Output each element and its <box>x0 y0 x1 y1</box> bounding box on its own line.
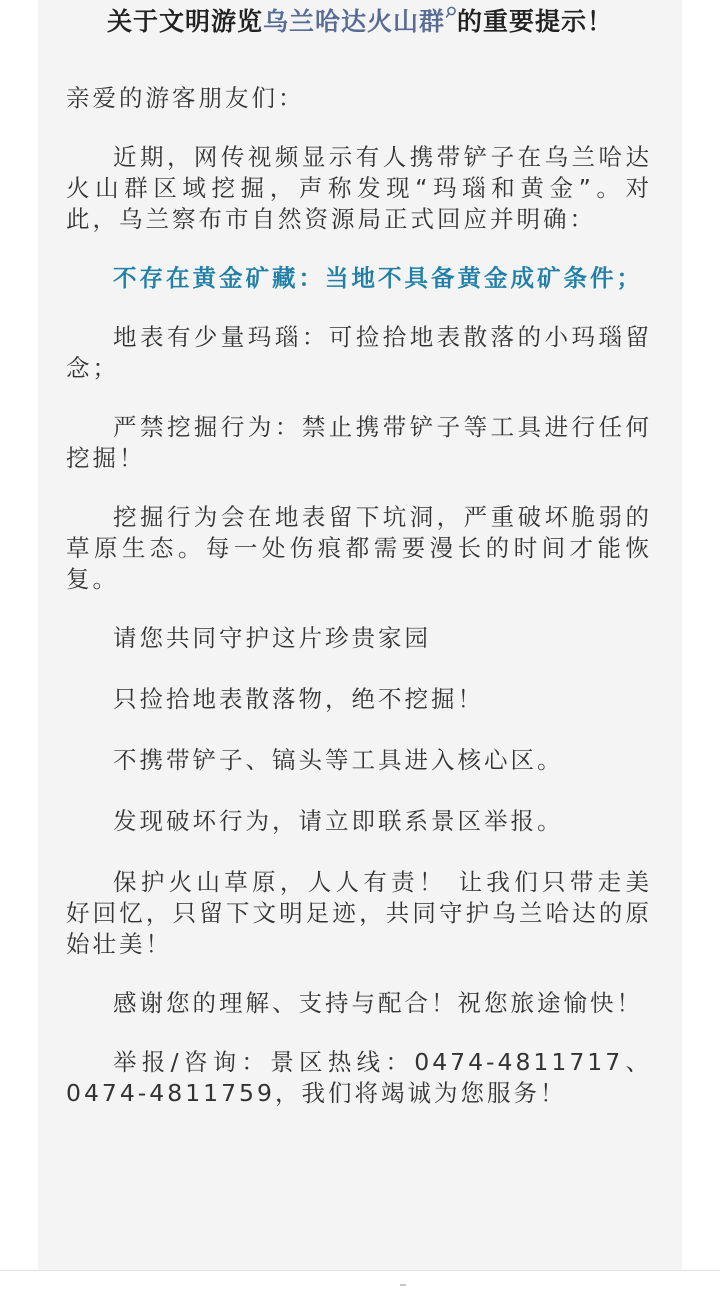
greeting-text: 亲爱的游客朋友们： <box>66 84 305 112</box>
no-tools-line: 不携带铲子、镐头等工具进入核心区。 <box>113 746 564 774</box>
point-agate: 地表有少量玛瑙：可捡拾地表散落的小玛瑙留念； <box>66 323 652 382</box>
bottom-indicator <box>400 1284 406 1286</box>
only-pick-line: 只捡拾地表散落物，绝不挖掘！ <box>113 685 484 713</box>
point-no-gold: 不存在黄金矿藏：当地不具备黄金成矿条件； <box>113 264 643 292</box>
damage-paragraph: 挖掘行为会在地表留下坑洞，严重破坏脆弱的草原生态。每一处伤痕都需要漫长的时间才能恢复。 <box>66 503 652 593</box>
article-card <box>38 0 682 1270</box>
article-body <box>66 83 652 1109</box>
hotline-paragraph: 举报/咨询：景区热线：0474-4811717、0474-4811759，我们将竭诚为您服务！ <box>66 1048 652 1107</box>
search-icon[interactable] <box>445 6 457 20</box>
thanks-paragraph: 感谢您的理解、支持与配合！祝您旅途愉快！ <box>113 989 643 1017</box>
responsibility-paragraph: 保护火山草原，人人有责！ 让我们只带走美好回忆，只留下文明足迹，共同守护乌兰哈达的原始壮美！ <box>66 868 652 958</box>
title-suffix: 的重要提示！ <box>457 7 614 36</box>
title-keyword-link[interactable]: 乌兰哈达火山群 <box>262 7 445 36</box>
intro-paragraph: 近期，网传视频显示有人携带铲子在乌兰哈达火山群区域挖掘，声称发现“玛瑙和黄金”。对此，乌兰察布市自然资源局正式回应并明确： <box>66 143 652 233</box>
protect-home-line: 请您共同守护这片珍贵家园 <box>113 624 431 652</box>
title-prefix: 关于文明游览 <box>106 7 263 36</box>
point-digging-ban: 严禁挖掘行为：禁止携带铲子等工具进行任何挖掘！ <box>66 413 652 472</box>
article-title <box>60 6 660 38</box>
bottom-divider <box>0 1270 720 1271</box>
report-damage-line: 发现破坏行为，请立即联系景区举报。 <box>113 807 564 835</box>
